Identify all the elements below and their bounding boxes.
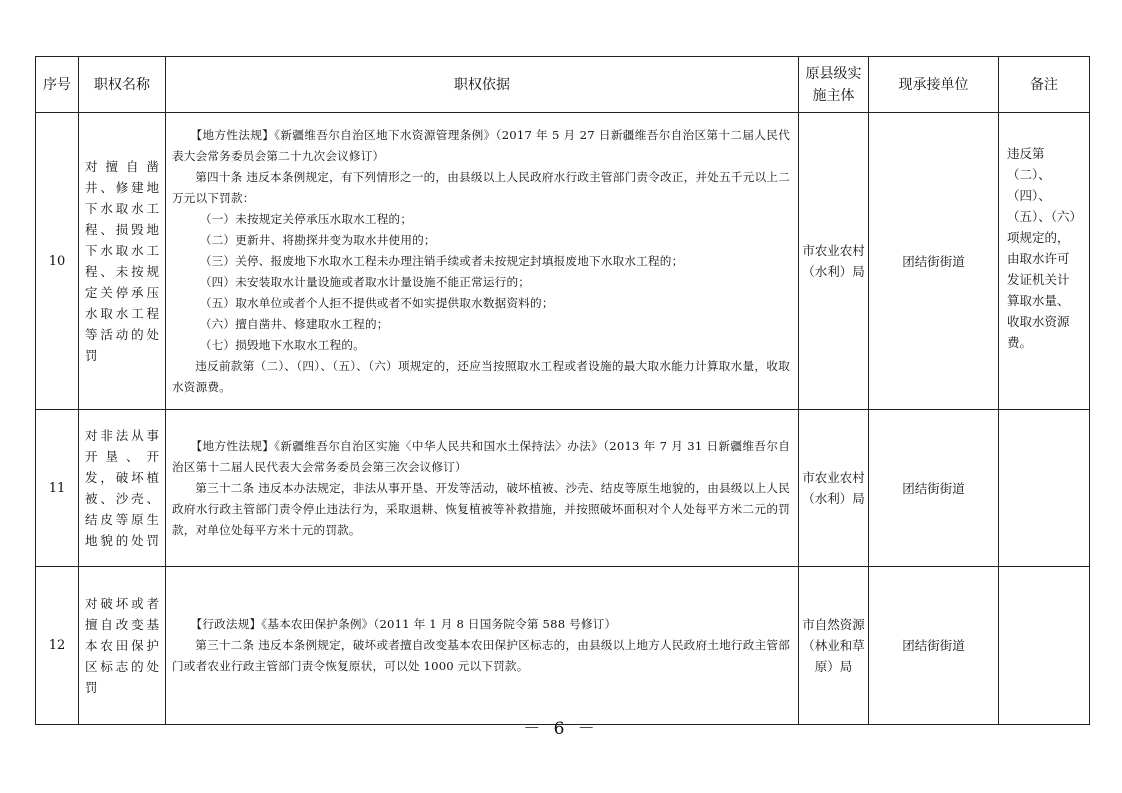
basis-tail: 违反前款第（二）、（四）、（五）、（六）项规定的，还应当按照取水工程或者设施的最大取水能力计算取水量，收取水资源费。 xyxy=(172,358,790,394)
basis-item: （六）擅自凿井、修建取水工程的； xyxy=(199,316,389,331)
basis-item: （二）更新井、将勘探井变为取水井使用的； xyxy=(199,232,436,247)
basis-head: 【地方性法规】《新疆维吾尔自治区实施〈中华人民共和国水土保持法〉办法》（2013 年 7 月 31 日新疆维吾尔自治区第十二届人民代表大会常务委员会第三次会议修订） xyxy=(172,438,790,474)
row-new-unit: 团结街街道 xyxy=(869,410,999,567)
row-name: 对非法从事开垦、开发，破坏植被、沙壳、结皮等原生地貌的处罚 xyxy=(79,410,166,567)
header-name: 职权名称 xyxy=(79,57,166,113)
row-note xyxy=(999,410,1090,567)
row-new-unit: 团结街街道 xyxy=(869,567,999,725)
basis-item: （一）未按规定关停承压水取水工程的； xyxy=(199,211,413,226)
basis-article: 第四十条 违反本条例规定，有下列情形之一的，由县级以上人民政府水行政主管部门责令改正，并处五千元以上二万元以下罚款： xyxy=(172,169,790,205)
header-seq: 序号 xyxy=(36,57,79,113)
table-row xyxy=(36,113,1090,410)
row-orig-unit: 市自然资源（林业和草原）局 xyxy=(799,567,869,725)
row-seq: 12 xyxy=(36,567,79,725)
header-basis: 职权依据 xyxy=(166,57,799,113)
row-basis xyxy=(166,410,799,567)
row-name: 对擅自凿井、修建地下水取水工程、损毁地下水取水工程、未按规定关停承压水取水工程等活动的处罚 xyxy=(79,113,166,410)
table-row xyxy=(36,567,1090,725)
basis-article: 第三十二条 违反本办法规定，非法从事开垦、开发等活动，破坏植被、沙壳、结皮等原生地貌的，由县级以上人民政府水行政主管部门责令停止违法行为，采取退耕、恢复植被等补救措施，并按照破坏面积对个人处每平方米二元的罚款，对单位处每平方米十元的罚款。 xyxy=(172,480,790,537)
row-note xyxy=(999,567,1090,725)
header-note: 备注 xyxy=(999,57,1090,113)
row-seq: 11 xyxy=(36,410,79,567)
row-basis xyxy=(166,113,799,410)
authority-table xyxy=(35,56,1090,725)
basis-item: （四）未安装取水计量设施或者取水计量设施不能正常运行的； xyxy=(199,274,531,289)
header-orig-unit: 原县级实施主体 xyxy=(799,57,869,113)
row-basis xyxy=(166,567,799,725)
basis-item: （七）损毁地下水取水工程的。 xyxy=(199,337,365,352)
row-name: 对破坏或者擅自改变基本农田保护区标志的处罚 xyxy=(79,567,166,725)
row-seq: 10 xyxy=(36,113,79,410)
table-header-row xyxy=(36,57,1090,113)
table-row xyxy=(36,410,1090,567)
basis-item: （五）取水单位或者个人拒不提供或者不如实提供取水数据资料的； xyxy=(199,295,554,310)
basis-item: （三）关停、报废地下水取水工程未办理注销手续或者未按规定封填报废地下水取水工程的； xyxy=(199,253,684,268)
basis-head: 【地方性法规】《新疆维吾尔自治区地下水资源管理条例》（2017 年 5 月 27 日新疆维吾尔自治区第十二届人民代表大会常务委员会第二十九次会议修订） xyxy=(172,127,790,163)
row-orig-unit: 市农业农村（水利）局 xyxy=(799,113,869,410)
row-note: 违反第（二）、（四）、（五）、（六）项规定的，由取水许可发证机关计算取水量、收取水资源费。 xyxy=(999,113,1090,410)
basis-article: 第三十二条 违反本条例规定，破坏或者擅自改变基本农田保护区标志的，由县级以上地方人民政府土地行政主管部门或者农业行政主管部门责令恢复原状，可以处 1000 元以下罚款。 xyxy=(172,638,790,673)
row-orig-unit: 市农业农村（水利）局 xyxy=(799,410,869,567)
header-new-unit: 现承接单位 xyxy=(869,57,999,113)
page-number: － 6 － xyxy=(523,719,599,739)
row-new-unit: 团结街街道 xyxy=(869,113,999,410)
basis-head: 【行政法规】《基本农田保护条例》（2011 年 1 月 8 日国务院令第 588 号修订） xyxy=(190,617,617,631)
